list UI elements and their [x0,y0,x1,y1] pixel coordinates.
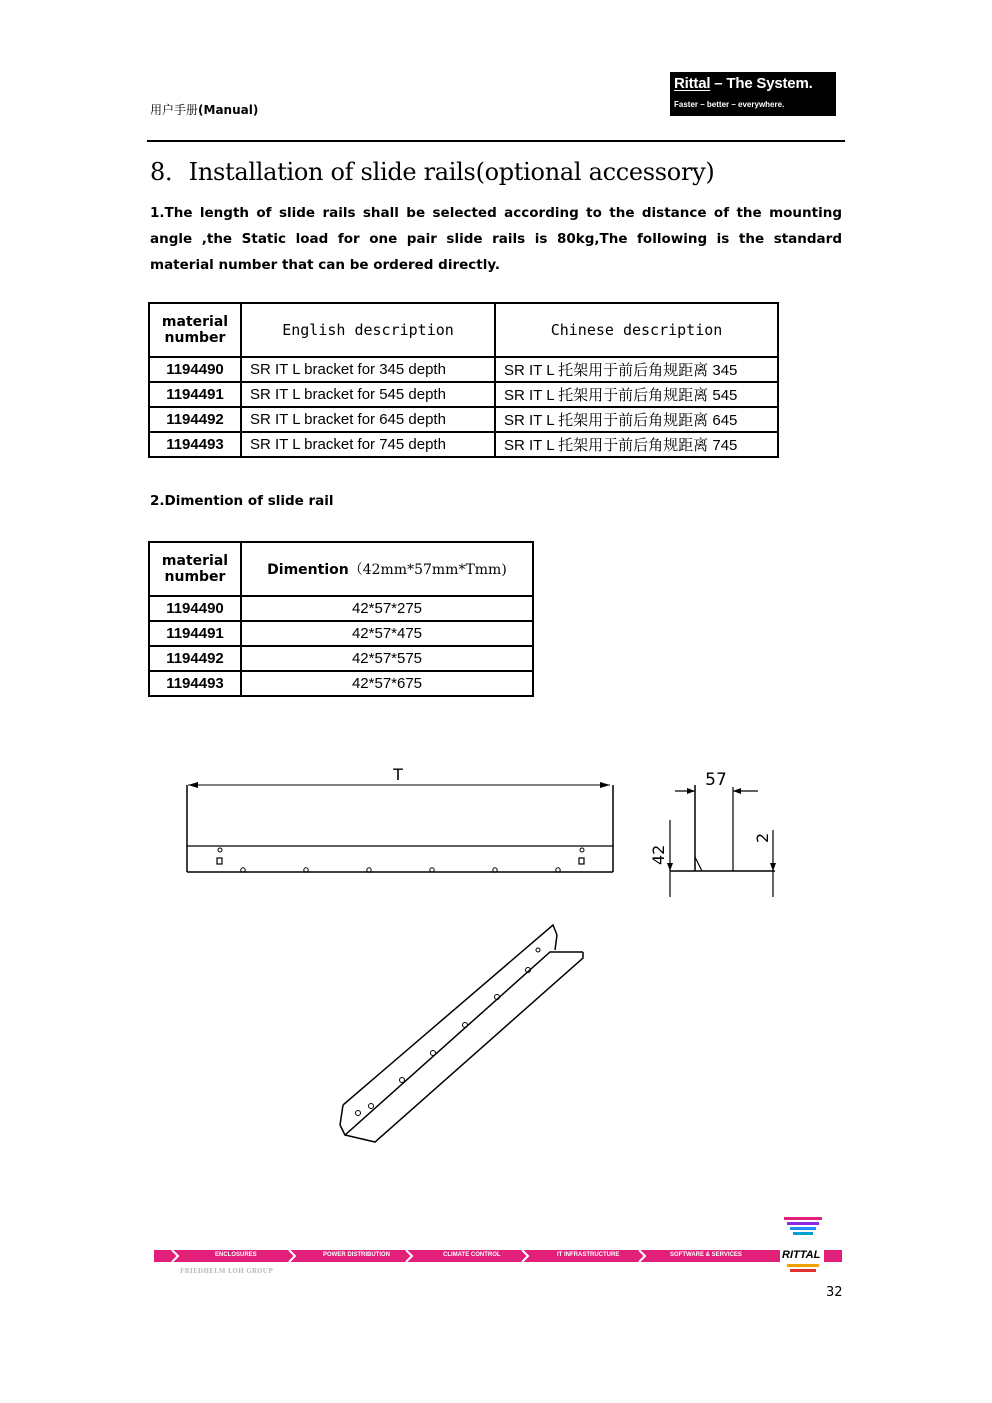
footer-item-it: IT INFRASTRUCTURE [557,1252,620,1258]
manual-cn: 用户手册 [150,103,199,117]
cell-en: SR IT L bracket for 645 depth [241,407,495,432]
thickness-label: 2 [753,832,772,843]
material-table [148,302,779,458]
length-label: T [393,765,403,784]
cell-num: 1194493 [149,671,241,696]
dimension-subheading: 2.Dimention of slide rail [150,493,334,509]
footer-item-climate: CLIMATE CONTROL [443,1252,501,1258]
header-dimension: Dimention（42mm*57mm*Tmm) [241,542,533,596]
cell-dim: 42*57*475 [241,621,533,646]
cell-dim: 42*57*575 [241,646,533,671]
cell-en: SR IT L bracket for 745 depth [241,432,495,457]
footer-item-power: POWER DISTRIBUTION [323,1252,390,1258]
cell-num: 1194493 [149,432,241,457]
rail-side-view-drawing [180,760,625,880]
table-row [149,382,778,407]
rittal-footer-logo [782,1215,824,1275]
cell-cn: SR IT L 托架用于前后角规距离 345 [495,357,778,382]
table-row [149,432,778,457]
manual-en: (Manual) [198,103,259,117]
height-label: 42 [649,844,668,865]
cell-num: 1194491 [149,621,241,646]
arrow-left-icon [733,788,741,794]
hole-icon [369,1104,374,1109]
header-manual-label [150,101,258,118]
footer-item-software: SOFTWARE & SERVICES [670,1252,742,1258]
cell-num: 1194492 [149,407,241,432]
header-english: English description [241,303,495,357]
table-row [149,621,533,646]
table-row [149,596,533,621]
hole-icon [463,1023,468,1028]
cell-num: 1194492 [149,646,241,671]
hole-icon [536,948,540,952]
cell-dim: 42*57*675 [241,671,533,696]
intro-paragraph: 1.The length of slide rails shall be selected according to the distance of the mounting angle ,the Static load for one pair slide rails is 80kg,The following is the standard material number that can be ordered directly. [150,205,842,273]
arrow-right-icon [600,782,610,788]
arrow-left-icon [188,782,198,788]
header-rule [147,140,845,142]
slot-icon [217,858,222,864]
hole-icon [218,848,222,852]
header-chinese: Chinese description [495,303,778,357]
logo-line2: Faster – better – everywhere. [674,100,785,109]
hole-icon [580,848,584,852]
table-row [149,357,778,382]
table-header-row [149,303,778,357]
footer-item-enclosures: ENCLOSURES [215,1252,257,1258]
cell-num: 1194490 [149,596,241,621]
dimension-table [148,541,534,697]
cell-cn: SR IT L 托架用于前后角规距离 545 [495,382,778,407]
hole-icon [431,1051,436,1056]
hole-icon [400,1078,405,1083]
table-header-row [149,542,533,596]
cell-cn: SR IT L 托架用于前后角规距离 645 [495,407,778,432]
table-row [149,407,778,432]
footer-brand: RITTAL [782,1249,821,1261]
page-number: 32 [826,1285,843,1300]
table-row [149,671,533,696]
cell-dim: 42*57*275 [241,596,533,621]
section-title: 8．Installation of slide rails(optional accessory) [150,158,715,186]
cell-num: 1194491 [149,382,241,407]
slot-icon [579,858,584,864]
header-material-number: material number [149,303,241,357]
hole-icon [356,1111,361,1116]
table-row [149,646,533,671]
header-material-number: material number [149,542,241,596]
logo-line1: Rittal – The System. [674,75,813,92]
rail-isometric-drawing [335,920,590,1150]
width-label: 57 [705,770,727,790]
arrow-down-icon [770,863,776,871]
arrow-right-icon [687,788,695,794]
rittal-logo [670,72,836,116]
cell-num: 1194490 [149,357,241,382]
cell-en: SR IT L bracket for 545 depth [241,382,495,407]
cell-cn: SR IT L 托架用于前后角规距离 745 [495,432,778,457]
footer-group: FRIEDHELM LOH GROUP [180,1268,274,1275]
rail-cross-section-drawing [640,765,785,900]
cell-en: SR IT L bracket for 345 depth [241,357,495,382]
